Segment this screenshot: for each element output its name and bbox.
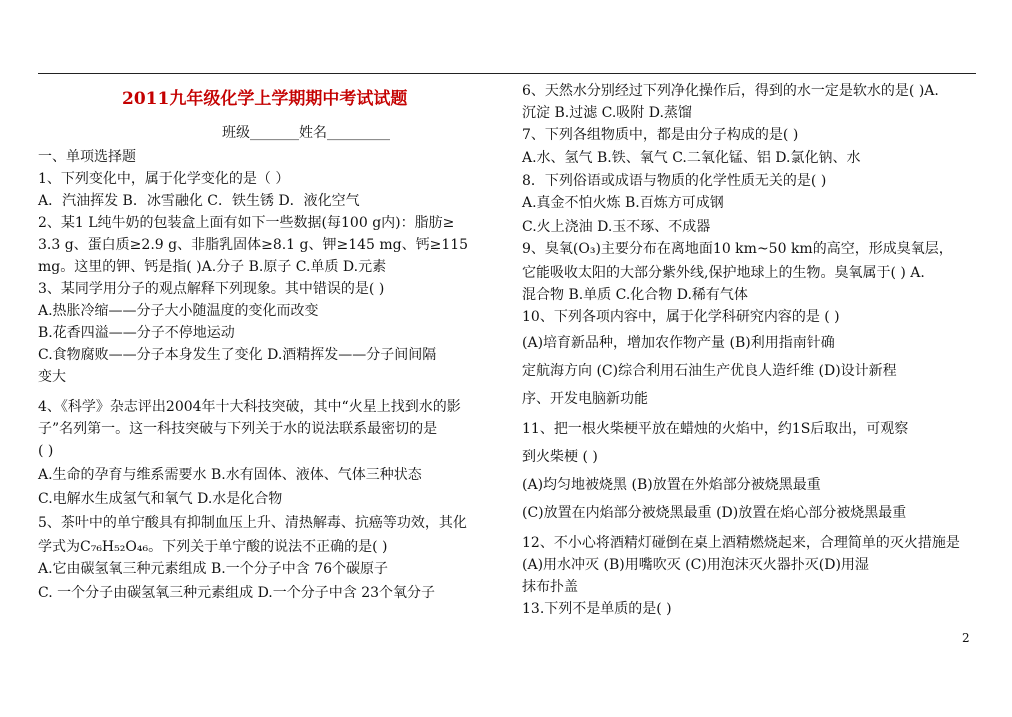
question-line: ( )	[38, 443, 54, 459]
section-heading: 一、单项选择题	[38, 149, 136, 165]
question-line: mg。这里的钾、钙是指( )A.分子 B.原子 C.单质 D.元素	[38, 259, 387, 275]
question-line: 沉淀 B.过滤 C.吸附 D.蒸馏	[522, 105, 692, 121]
page-title: 2011九年级化学上学期期中考试试题	[122, 89, 408, 109]
question-line: (A)均匀地被烧黑 (B)放置在外焰部分被烧黑最重	[522, 477, 821, 493]
header-rule	[38, 73, 976, 74]
question-line: 8．下列俗语或成语与物质的化学性质无关的是( )	[522, 173, 827, 189]
question-line: 3.3 g、蛋白质≥2.9 g、非脂乳固体≥8.1 g、钾≥145 mg、钙≥115	[38, 237, 469, 253]
question-line: (C)放置在内焰部分被烧黑最重 (D)放置在焰心部分被烧黑最重	[522, 505, 907, 521]
question-line: 它能吸收太阳的大部分紫外线,保护地球上的生物。臭氧属于( ) A.	[522, 265, 925, 281]
question-line: 2、某1 L纯牛奶的包装盒上面有如下一些数据(每100 g内)：脂肪≥	[38, 215, 455, 231]
question-line: 9、臭氧(O₃)主要分布在离地面10 km~50 km的高空，形成臭氧层，	[522, 241, 953, 257]
question-line: C.电解水生成氢气和氧气 D.水是化合物	[38, 491, 283, 507]
question-line: A.水、氢气 B.铁、氧气 C.二氧化锰、铝 D.氯化钠、水	[522, 150, 861, 166]
question-line: 13.下列不是单质的是( )	[522, 601, 672, 617]
question-line: A.生命的孕育与维系需要水 B.水有固体、液体、气体三种状态	[38, 467, 422, 483]
question-line: C.火上浇油 D.玉不琢、不成器	[522, 219, 711, 235]
question-line: 5、茶叶中的单宁酸具有抑制血压上升、清热解毒、抗癌等功效，其化	[38, 515, 467, 531]
question-line: 6、天然水分别经过下列净化操作后，得到的水一定是软水的是( )A.	[522, 83, 939, 99]
question-line: 12、不小心将酒精灯碰倒在桌上酒精燃烧起来，合理简单的灭火措施是	[522, 535, 960, 551]
question-line: C. 一个分子由碳氢氧三种元素组成 D.一个分子中含 23个氧分子	[38, 585, 436, 601]
question-line: 10、下列各项内容中，属于化学科研究内容的是 ( )	[522, 309, 840, 325]
question-line: 变大	[38, 369, 66, 385]
question-line: 3、某同学用分子的观点解释下列现象。其中错误的是( )	[38, 281, 385, 297]
question-line: 4、《科学》杂志评出2004年十大科技突破，其中“火星上找到水的影	[38, 399, 461, 415]
question-line: 定航海方向 (C)综合利用石油生产优良人造纤维 (D)设计新程	[522, 363, 897, 379]
question-line: 序、开发电脑新功能	[522, 391, 648, 407]
question-line: A.它由碳氢氧三种元素组成 B.一个分子中含 76个碳原子	[38, 561, 389, 577]
question-line: 抹布扑盖	[522, 579, 578, 595]
question-line: B.花香四溢——分子不停地运动	[38, 325, 235, 341]
question-line: C.食物腐败——分子本身发生了变化 D.酒精挥发——分子间间隔	[38, 347, 437, 363]
question-line: (A)用水冲灭 (B)用嘴吹灭 (C)用泡沫灭火器扑灭(D)用湿	[522, 557, 869, 573]
question-line: (A)培育新品种，增加农作物产量 (B)利用指南针确	[522, 335, 835, 351]
class-name-line: 班级_______姓名_________	[222, 125, 390, 141]
question-line: 7、下列各组物质中，都是由分子构成的是( )	[522, 127, 799, 143]
question-line: 11、把一根火柴梗平放在蜡烛的火焰中，约1S后取出，可观察	[522, 421, 909, 437]
question-line: A．汽油挥发 B．冰雪融化 C．铁生锈 D．液化空气	[38, 193, 360, 209]
question-line: 1、下列变化中，属于化学变化的是（ ）	[38, 171, 290, 187]
question-line: A.真金不怕火炼 B.百炼方可成钢	[522, 195, 724, 211]
question-line: 学式为C₇₆H₅₂O₄₆。下列关于单宁酸的说法不正确的是( )	[38, 539, 388, 555]
question-line: 混合物 B.单质 C.化合物 D.稀有气体	[522, 287, 748, 303]
question-line: 子”名列第一。这一科技突破与下列关于水的说法联系最密切的是	[38, 421, 438, 437]
page-number: 2	[962, 631, 970, 645]
question-line: 到火柴梗 ( )	[522, 449, 598, 465]
question-line: A.热胀冷缩——分子大小随温度的变化而改变	[38, 303, 319, 319]
